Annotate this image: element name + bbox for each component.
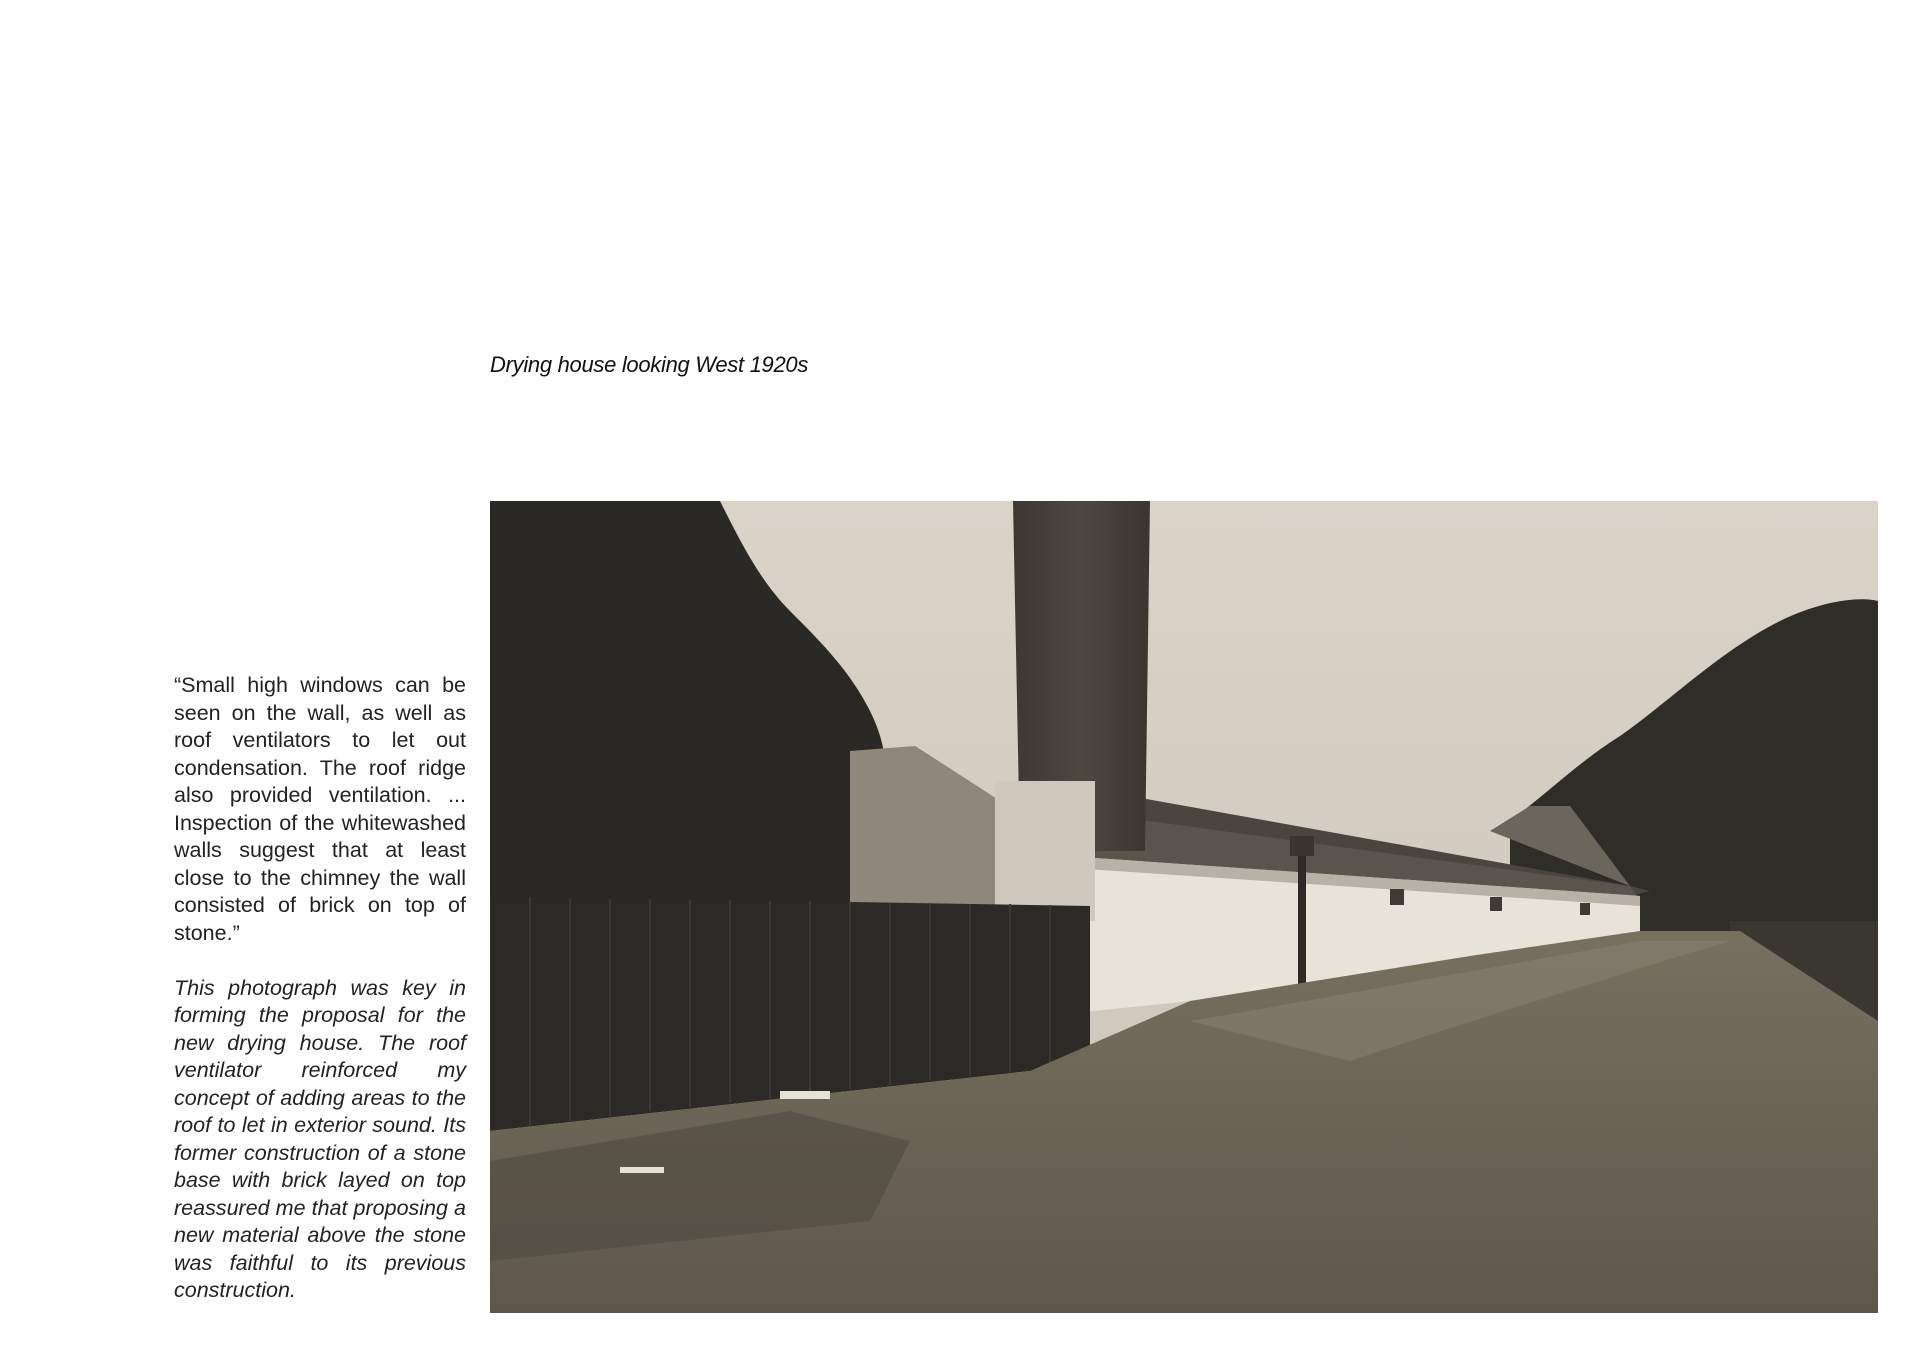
- debris: [620, 1167, 664, 1173]
- historical-quote: “Small high windows can be seen on the wall, as well as roof ventilators to let out condensation. The roof ridge also provided ventilation. ... Inspection of the whitewashed walls suggest that at least close to the chimney the wall consisted of brick on top of stone.”: [174, 673, 466, 945]
- wall-window: [1490, 897, 1502, 911]
- wall-window: [1580, 903, 1590, 915]
- wall-window: [1390, 889, 1404, 905]
- photo-caption: Drying house looking West 1920s: [490, 352, 809, 377]
- chimney-base: [995, 781, 1095, 921]
- photograph-drawing: [490, 501, 1878, 1313]
- description-column: [174, 672, 466, 1305]
- lamp-post: [1298, 846, 1306, 996]
- debris: [780, 1091, 830, 1099]
- lamp-head: [1290, 836, 1314, 856]
- design-note: This photograph was key in forming the proposal for the new drying house. The roof ventilator reinforced my concept of adding areas to the roof to let in exterior sound. Its former construction of a stone base with brick layed on top reassured me that proposing a new material above the stone was faithful to its previous construction.: [174, 975, 466, 1302]
- archive-photograph: [490, 501, 1878, 1313]
